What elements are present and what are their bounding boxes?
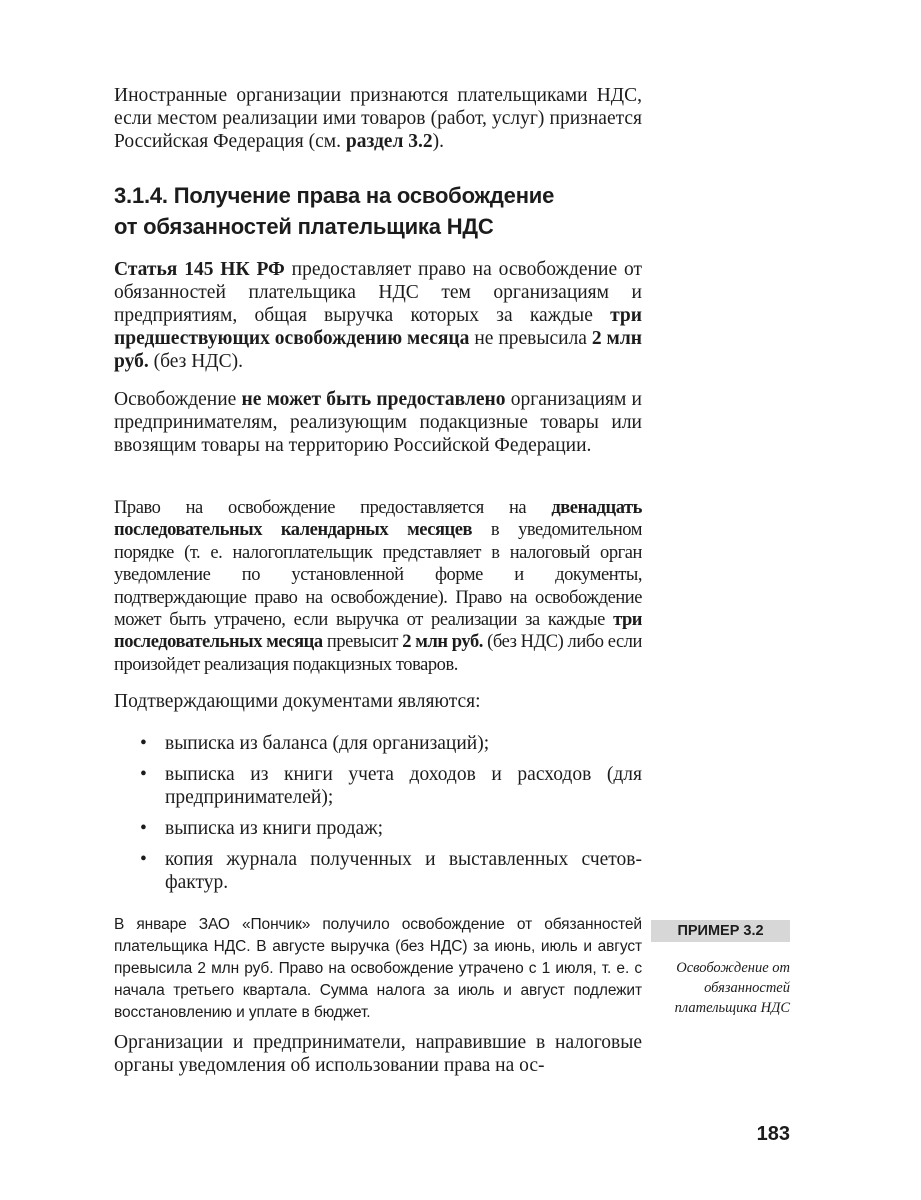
heading-line-1: 3.1.4. Получение права на освобождение: [114, 183, 555, 208]
paragraph-text: Освобождение: [114, 389, 242, 410]
exemption-period-paragraph: [114, 497, 642, 676]
bullet-icon: •: [140, 818, 147, 839]
article-reference: Статья 145 НК РФ: [114, 259, 285, 280]
emphasis-restriction: не может быть предоставлено: [241, 389, 506, 410]
example-text: В январе ЗАО «Пончик» получило освобождение от обязанностей плательщика НДС. В августе выручка (без НДС) за июнь, июль и август превысила 2 млн руб. Право на освобождение утрачено с 1 июля, т. е. с начала третьего квартала. Сумма налога за июль и август подлежит восстановлению и уплате в бюджет.: [114, 916, 642, 1021]
bullet-icon: •: [140, 764, 147, 785]
intro-text: Иностранные организации признаются плательщиками НДС, если местом реализации ими товаров (работ, услуг) признается Российская Федерация (см.: [114, 85, 642, 152]
intro-paragraph: [114, 84, 642, 153]
list-item: [114, 817, 642, 840]
paragraph-text: (без НДС) либо если произойдет реализация подакцизных товаров.: [114, 632, 642, 675]
section-heading: [114, 180, 674, 242]
bullet-icon: •: [140, 849, 147, 870]
section-reference: раздел 3.2: [345, 131, 433, 152]
emphasis-period: двенадцать последовательных календарных месяцев: [114, 498, 642, 541]
list-item: [114, 763, 642, 809]
paragraph-text: не превысила: [469, 328, 592, 349]
article-145-paragraph: [114, 258, 642, 373]
paragraph-text: (без НДС).: [148, 351, 243, 372]
paragraph-text: предоставляет право на освобождение от обязанностей плательщика НДС тем организациям и предприятиям, общая выручка которых за каждые: [114, 259, 642, 326]
page-number: 183: [756, 1123, 790, 1145]
documents-list: [114, 732, 642, 902]
exemption-restriction-paragraph: [114, 388, 642, 457]
list-item-text: выписка из книги учета доходов и расходов (для предпринимателей);: [165, 764, 642, 808]
list-item: [114, 848, 642, 894]
emphasis-months: три предшествующих освобождению месяца: [114, 305, 642, 349]
paragraph-text: Право на освобождение предоставляется на: [114, 498, 552, 518]
emphasis-months: три последовательных месяца: [114, 610, 642, 653]
bullet-icon: •: [140, 733, 147, 754]
example-label: ПРИМЕР 3.2: [651, 920, 790, 942]
closing-paragraph: Организации и предприниматели, направившие в налоговые органы уведомления об использовании права на ос-: [114, 1032, 642, 1076]
list-item-text: копия журнала полученных и выставленных счетов-фактур.: [165, 849, 642, 893]
documents-intro: Подтверждающими документами являются:: [114, 691, 481, 712]
paragraph-text: превысит: [322, 632, 403, 653]
example-caption: Освобождение от обязанностей плательщика НДС: [674, 960, 790, 1016]
emphasis-amount: 2 млн руб.: [114, 328, 642, 372]
list-item: [114, 732, 642, 755]
paragraph-text: в уведомительном порядке (т. е. налогоплательщик представляет в налоговый орган уведомление по установленной форме и документы, подтверждающие право на освобождение). Право на освобождение может быть утрачено, если выручка от реализации за каждые: [114, 520, 642, 631]
heading-line-2: от обязанностей плательщика НДС: [114, 214, 494, 239]
intro-text-end: ).: [432, 131, 445, 152]
list-item-text: выписка из баланса (для организаций);: [165, 733, 490, 754]
paragraph-text: организациям и предпринимателям, реализующим подакцизные товары или ввозящим товары на территорию Российской Федерации.: [114, 389, 642, 456]
list-item-text: выписка из книги продаж;: [165, 818, 384, 839]
emphasis-amount: 2 млн руб.: [402, 632, 483, 653]
